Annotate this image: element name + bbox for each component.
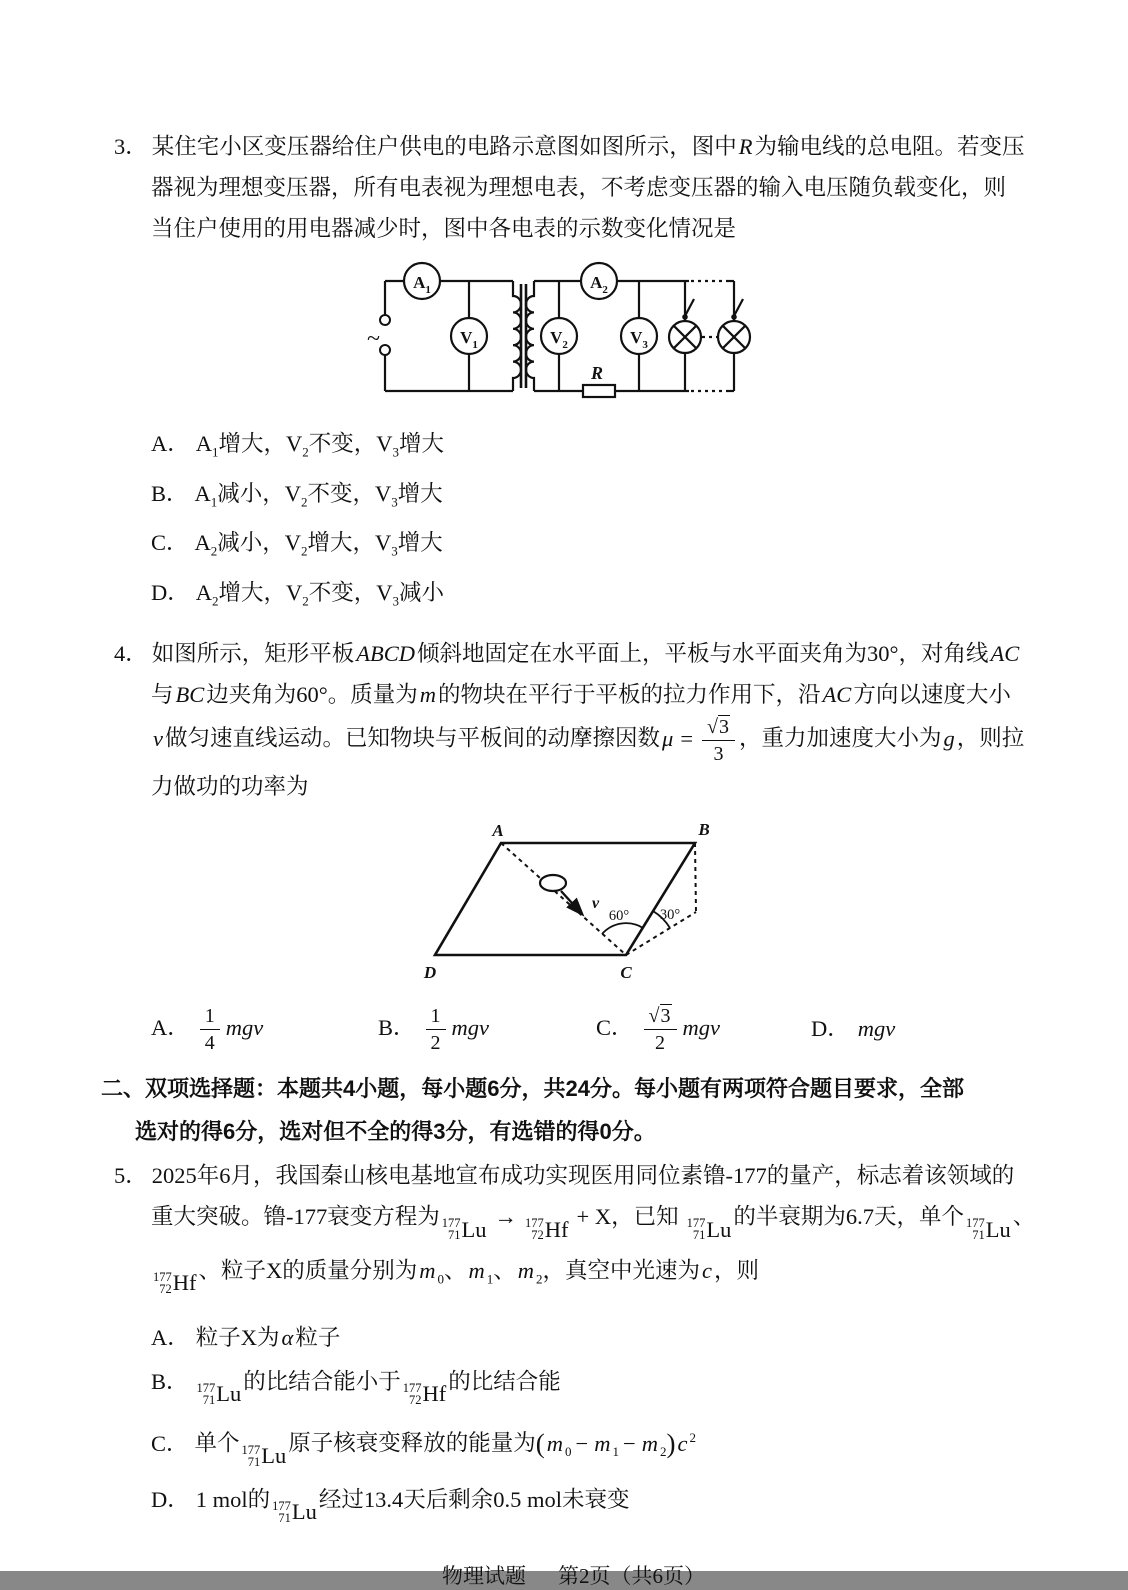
isotope-hf (403, 1372, 447, 1416)
q5-option-c (151, 1416, 1128, 1478)
mass-sub-1: 1 (486, 1271, 494, 1287)
q4-text: 边夹角为60°。质量为 (206, 682, 418, 707)
svg-text:V3: $V_3$ (630, 328, 648, 351)
meter-sub: 3 (392, 444, 400, 460)
meter-sub: 1 (212, 444, 219, 460)
isotope-numbers (153, 1271, 172, 1295)
minus-sign: − (575, 1430, 589, 1456)
meter-ref: A (194, 480, 211, 506)
fraction-numerator (702, 715, 735, 741)
isotope-numbers (197, 1382, 216, 1406)
mass-number: 177 (686, 1216, 706, 1231)
ammeter-a2 (581, 263, 617, 299)
isotope-lu (197, 1372, 242, 1416)
option-text: 1 mol的 (195, 1486, 271, 1512)
section-2-line-1: 二、双项选择题：本题共4小题，每小题6分，共24分。每小题有两项符合题目要求，全部 (101, 1076, 964, 1102)
isotope-numbers (966, 1217, 985, 1241)
q4-option-a (151, 1003, 378, 1055)
option-text: 单个 (194, 1430, 240, 1456)
corner-label-a: A (492, 821, 504, 840)
element-symbol: Lu (291, 1498, 317, 1524)
mass-number: 177 (241, 1442, 261, 1457)
ammeter-a1 (404, 263, 440, 299)
q5-text: 重大突破。镥-177衰变方程为 (151, 1204, 440, 1230)
q4-line-3 (151, 715, 1128, 766)
meter-sub: 2 (302, 593, 309, 608)
option-text: 不变， (307, 480, 376, 506)
element-symbol: Hf (544, 1216, 569, 1242)
var-m: m (468, 1257, 485, 1283)
meter-sub: 2 (301, 494, 308, 509)
var-mgv: mgv (682, 1015, 720, 1040)
option-text: 增大， (307, 530, 376, 555)
q4-text: ，则拉 (956, 725, 1025, 751)
meter-sub: 3 (391, 543, 398, 559)
mass-sub-2: 2 (659, 1444, 667, 1460)
footer-page-number: 第2页（共6页） (558, 1563, 705, 1588)
q3-circuit-diagram (367, 258, 767, 410)
atomic-number: 71 (247, 1454, 261, 1469)
meter-sub: 1 (210, 494, 218, 509)
atomic-number: 71 (202, 1393, 216, 1408)
isotope-numbers (525, 1217, 544, 1241)
velocity-label: v (592, 895, 600, 912)
corner-label-c: C (620, 963, 632, 982)
q4-options (151, 1003, 1128, 1055)
option-letter: D． (151, 1486, 190, 1512)
q3-text-1a: 某住宅小区变压器给住户供电的电路示意图如图所示，图中 (151, 134, 737, 159)
element-symbol: Lu (261, 1442, 287, 1468)
q5-line-2 (151, 1196, 1128, 1250)
block (540, 875, 566, 891)
q4-text: 的物块在平行于平板的拉力作用下，沿 (438, 682, 821, 707)
q4-text: 与 (151, 682, 174, 707)
radicand: 3 (660, 1005, 671, 1028)
isotope-numbers (687, 1217, 706, 1241)
question-4 (0, 633, 1128, 1055)
option-text: 增大， (218, 431, 287, 456)
left-paren: ( (535, 1428, 545, 1459)
q3-option-d (151, 572, 1128, 622)
mass-sub-0: 0 (437, 1271, 444, 1287)
q4-text: 倾斜地固定在水平面上，平板与水平面夹角为30°，对角线 (417, 641, 989, 666)
q4-inclined-plate-diagram (418, 820, 738, 990)
reaction-arrow: → (494, 1204, 517, 1230)
q5-option-d (151, 1478, 1128, 1534)
diagonal-ac (501, 843, 626, 955)
var-alpha: α (281, 1325, 294, 1351)
option-letter: A． (151, 1325, 190, 1351)
q5-number: 5． (114, 1163, 148, 1189)
fraction (644, 1004, 677, 1055)
q5-text: + X，已知 (576, 1204, 679, 1230)
fraction-numerator: 1 (426, 1004, 446, 1030)
footer-doc-title: 物理试题 (442, 1563, 526, 1588)
resistor-r (583, 363, 615, 397)
option-text: 减小， (217, 530, 285, 555)
meter-ref: V (284, 530, 302, 555)
option-text: 粒子 (295, 1325, 341, 1351)
var-m: m (641, 1430, 658, 1456)
option-text: 增大 (397, 530, 443, 555)
option-letter: B． (378, 1015, 416, 1040)
q5-line-1 (114, 1155, 1128, 1196)
mass-number: 177 (525, 1216, 544, 1231)
meter-ref: V (375, 530, 392, 555)
isotope-numbers (242, 1444, 261, 1468)
q5-options (0, 1316, 1128, 1534)
q5-text: 、 (1012, 1204, 1036, 1230)
q4-option-c (596, 1003, 811, 1055)
option-text: 减小， (217, 480, 285, 506)
option-text: 不变， (308, 579, 377, 605)
section-2-header (0, 1067, 1128, 1153)
var-m: m (419, 682, 437, 707)
option-letter: C． (151, 1430, 189, 1456)
voltmeter-v1 (451, 318, 487, 354)
meter-sub: 3 (391, 494, 398, 509)
mass-sub-0: 0 (565, 1444, 572, 1460)
atomic-number: 71 (692, 1228, 706, 1243)
angle-arc-60 (602, 923, 643, 934)
meter-sub: 2 (212, 593, 219, 608)
isotope-hf (153, 1262, 197, 1303)
option-letter: D． (151, 579, 190, 605)
question-5 (0, 1155, 1128, 1534)
meter-sub: 2 (302, 444, 309, 460)
q4-line-1 (114, 633, 1128, 674)
atomic-number: 71 (972, 1228, 985, 1243)
voltmeter-v3 (621, 318, 657, 354)
isotope-numbers (442, 1217, 461, 1241)
option-letter: B． (151, 480, 189, 506)
mass-number: 177 (272, 1498, 291, 1513)
meter-sub: 2 (301, 543, 308, 559)
svg-text:V2: $V_2$ (550, 328, 568, 351)
meter-ref: A (195, 431, 212, 456)
q5-text: ，则 (714, 1257, 760, 1283)
meter-ref: V (375, 480, 392, 506)
q3-option-a (151, 423, 1128, 473)
var-R: R (738, 134, 753, 159)
option-text: 粒子X为 (195, 1325, 280, 1351)
var-c: c (702, 1257, 713, 1283)
angle-label-30: 30° (659, 907, 681, 923)
q5-option-b (151, 1360, 1128, 1416)
mass-number: 177 (153, 1269, 172, 1284)
q4-option-d (811, 1004, 897, 1054)
option-text: 增大， (218, 579, 287, 605)
mass-number: 177 (441, 1216, 461, 1231)
option-text: 的比结合能 (448, 1369, 561, 1395)
friction-coefficient-fraction (702, 715, 735, 766)
q5-line-3 (151, 1250, 1128, 1304)
resistor-label: R (590, 363, 604, 383)
q3-line-2: 器视为理想变压器，所有电表视为理想电表，不考虑变压器的输入电压随负载变化，则 (151, 175, 1007, 200)
mass-sub-1: 1 (612, 1444, 619, 1460)
var-m: m (594, 1430, 611, 1456)
var-mgv: mgv (225, 1015, 264, 1040)
option-letter: C． (151, 530, 189, 555)
corner-label-b: B (698, 820, 710, 839)
q4-text: 如图所示，矩形平板 (151, 641, 355, 666)
isotope-numbers (403, 1382, 422, 1406)
fraction-denominator: 2 (655, 1032, 665, 1055)
atomic-number: 71 (448, 1228, 461, 1243)
var-m: m (419, 1257, 436, 1283)
fraction (200, 1004, 220, 1055)
fraction-numerator (644, 1004, 677, 1030)
fraction-denominator: 2 (430, 1032, 441, 1055)
q3-option-b (151, 473, 1128, 523)
var-c: c (677, 1430, 688, 1456)
equals-sign: = (680, 725, 694, 751)
option-letter: A． (151, 431, 190, 456)
element-symbol: Hf (172, 1270, 197, 1296)
q5-text: 、 (444, 1257, 467, 1283)
option-text: 增大 (399, 431, 445, 456)
meter-ref: A (194, 530, 211, 555)
isotope-hf (525, 1209, 569, 1250)
element-symbol: Hf (422, 1381, 447, 1407)
option-letter: A． (151, 1015, 190, 1040)
q3-options (0, 423, 1128, 621)
q4-text: 方向以速度大小 (853, 682, 1011, 707)
question-3 (0, 126, 1128, 621)
var-m: m (517, 1257, 535, 1283)
option-letter: D． (811, 1016, 850, 1042)
minus-sign: − (623, 1430, 636, 1456)
option-text: 增大 (397, 480, 443, 506)
q5-text: 、粒子X的质量分别为 (198, 1257, 418, 1283)
q3-line-1 (114, 126, 1128, 167)
angle-label-60: 60° (608, 908, 630, 924)
var-mgv: mgv (451, 1015, 490, 1040)
ac-tilde: ~ (367, 326, 380, 352)
plate-outline (435, 843, 695, 955)
isotope-lu (242, 1434, 287, 1478)
fraction-numerator: 1 (200, 1004, 220, 1030)
option-text: 不变， (308, 431, 377, 456)
option-text: 经过13.4天后剩余0.5 mol未衰变 (318, 1486, 630, 1512)
q5-text: 、 (493, 1257, 516, 1283)
var-mu: μ (662, 725, 674, 751)
fraction-denominator: 4 (204, 1032, 215, 1055)
right-paren: ) (666, 1428, 676, 1459)
q5-option-a (151, 1316, 1128, 1360)
velocity-arrow (561, 891, 582, 914)
option-text: 的比结合能小于 (243, 1369, 401, 1395)
meter-ref: A (195, 579, 212, 605)
var-g: g (943, 725, 955, 751)
isotope-lu (442, 1209, 487, 1250)
q4-text: ，重力加速度大小为 (739, 725, 942, 751)
atomic-number: 72 (531, 1228, 544, 1243)
radical-sign: √ (648, 1005, 660, 1028)
isotope-lu (687, 1209, 732, 1250)
q3-text-1c: 为输电线的总电阻。若变压 (754, 134, 1025, 159)
mass-sub-2: 2 (536, 1271, 543, 1287)
option-letter: B． (151, 1369, 189, 1395)
meter-ref: V (284, 480, 302, 506)
radical-sign: √ (707, 716, 718, 738)
var-mgv: mgv (857, 1016, 896, 1042)
q3-option-c (151, 522, 1128, 572)
fraction-denominator: 3 (713, 743, 724, 765)
svg-text:A1: $A_1$ (413, 273, 431, 296)
var-v: v (153, 725, 163, 751)
q4-option-b (378, 1003, 596, 1055)
meter-ref: V (286, 579, 303, 605)
q4-text: 做匀速直线运动。已知物块与平板间的动摩擦因数 (165, 725, 661, 751)
meter-ref: V (376, 579, 393, 605)
svg-text:A2: $A_2$ (590, 273, 608, 296)
q4-line-2 (151, 674, 1128, 715)
atomic-number: 71 (278, 1510, 291, 1525)
atomic-number: 72 (159, 1281, 172, 1296)
option-letter: C． (596, 1015, 634, 1040)
squared-exponent: 2 (689, 1430, 696, 1446)
atomic-number: 72 (409, 1393, 422, 1408)
q4-number: 4． (114, 641, 148, 666)
q4-line-4: 力做功的功率为 (151, 774, 309, 799)
var-AC: AC (822, 682, 852, 707)
q5-text: 的半衰期为6.7天，单个 (733, 1204, 964, 1230)
q3-line-3: 当住户使用的用电器减少时，图中各电表的示数变化情况是 (151, 216, 737, 241)
q5-text: ，真空中光速为 (542, 1257, 701, 1283)
element-symbol: Lu (461, 1216, 487, 1242)
option-text: 原子核衰变释放的能量为 (288, 1430, 536, 1456)
voltmeter-v2 (541, 318, 577, 354)
ac-source-icon (367, 315, 390, 355)
option-text: 减小 (399, 579, 445, 605)
element-symbol: Lu (706, 1216, 732, 1242)
fraction (426, 1004, 446, 1055)
vertical-reference-line (695, 843, 696, 912)
element-symbol: Lu (985, 1216, 1011, 1242)
var-AC: AC (990, 641, 1020, 666)
meter-ref: V (286, 431, 303, 456)
var-ABCD: ABCD (356, 641, 416, 666)
svg-text:V1: $V_1$ (460, 328, 478, 351)
radicand: 3 (719, 716, 729, 738)
meter-sub: 2 (210, 543, 218, 559)
meter-ref: V (376, 431, 393, 456)
mass-number: 177 (402, 1381, 422, 1396)
meter-sub: 3 (392, 593, 400, 608)
mass-number: 177 (965, 1216, 985, 1231)
mass-number: 177 (196, 1381, 216, 1396)
var-BC: BC (175, 682, 205, 707)
q5-text: 2025年6月，我国秦山核电基地宣布成功实现医用同位素镥-177的量产，标志着该领域的 (151, 1163, 1015, 1189)
element-symbol: Lu (216, 1381, 242, 1407)
isotope-lu (966, 1209, 1011, 1250)
isotope-numbers (272, 1500, 291, 1524)
var-m: m (546, 1430, 564, 1456)
section-2-line-2: 选对的得6分，选对但不全的得3分，有选错的得0分。 (135, 1119, 656, 1145)
isotope-lu (272, 1490, 317, 1534)
q3-number: 3． (114, 134, 148, 159)
page-footer (442, 1560, 1128, 1590)
corner-label-d: D (423, 963, 437, 982)
